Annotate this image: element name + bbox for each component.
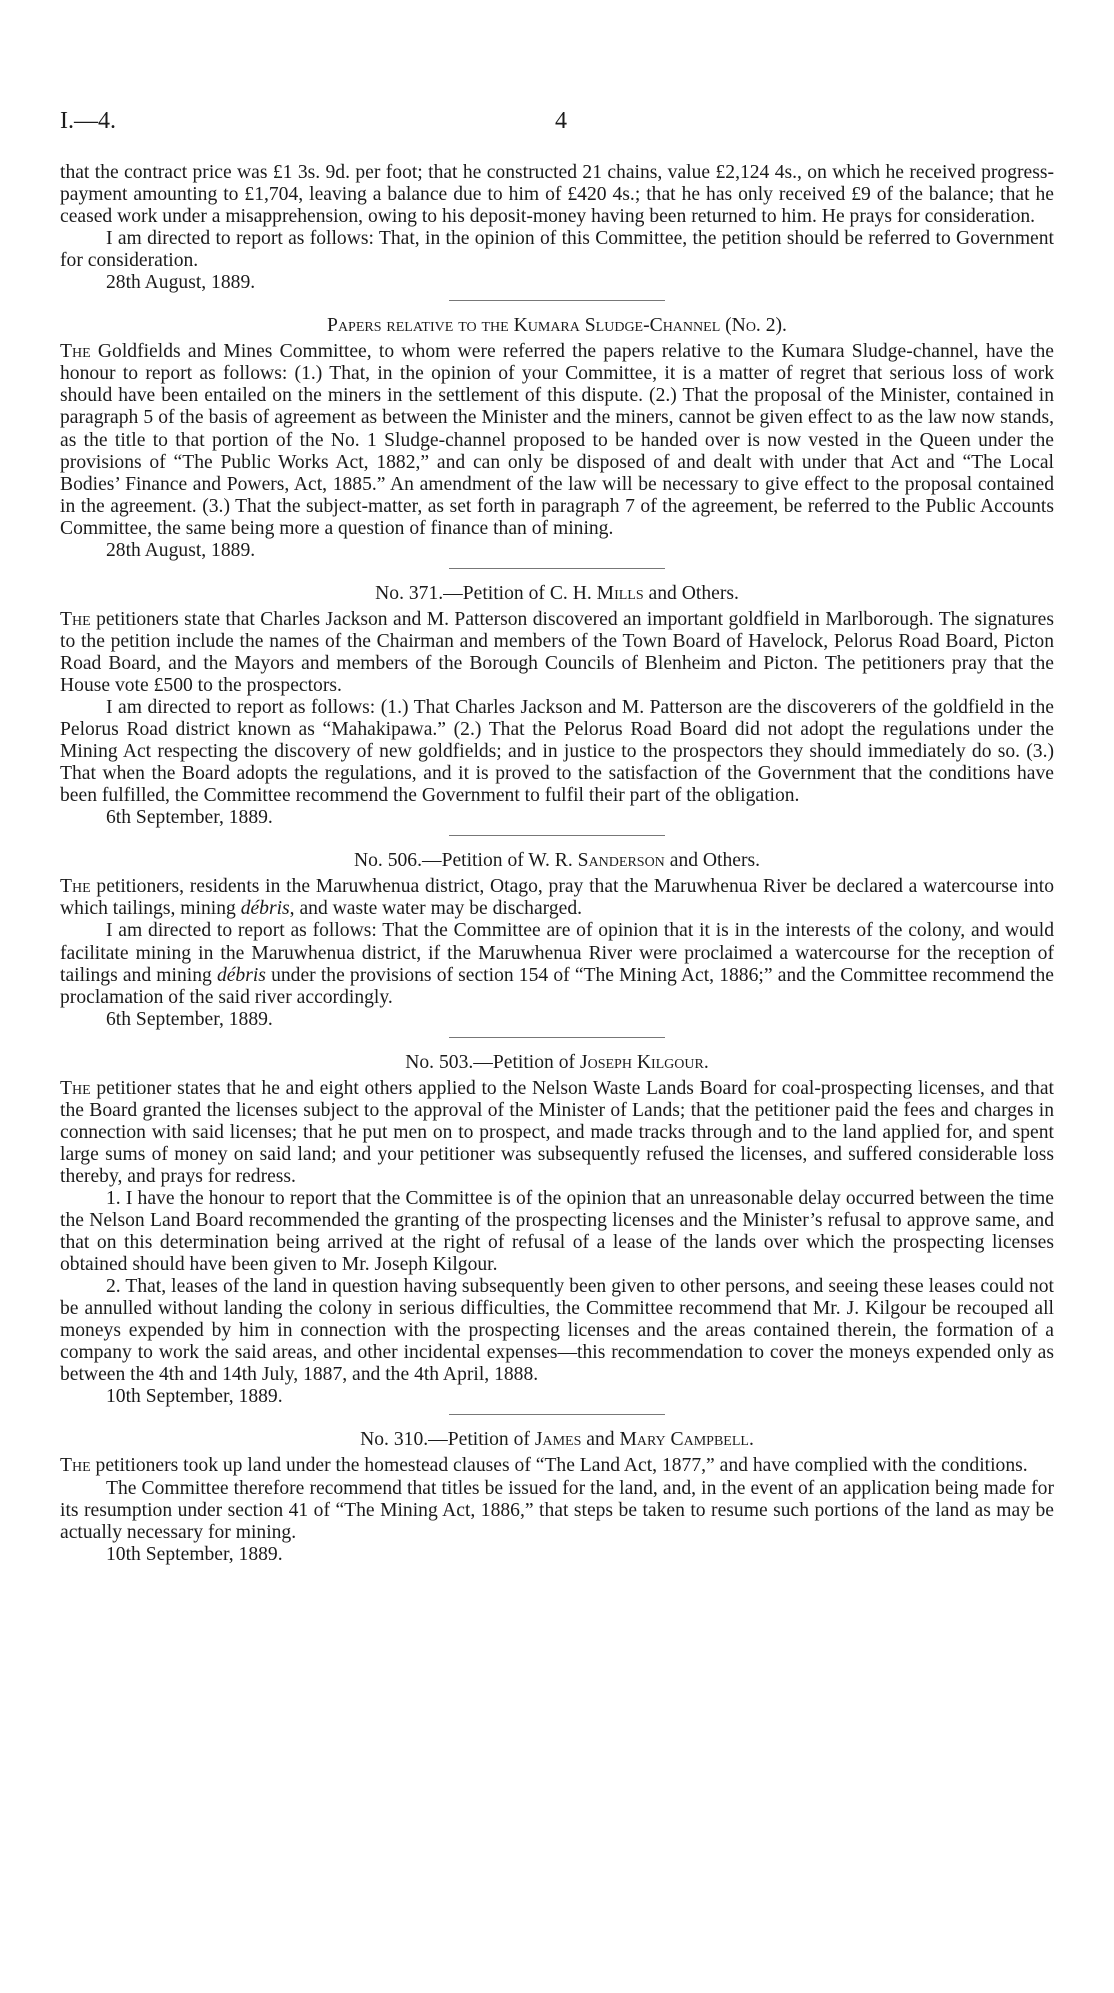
paragraph-text: I am directed to report as follows: That the Committee are of opinion that it is in the interests of the colony, and would facilitate mining in the Maruwhenua district, if the Maruwhenua River were proclaimed a watercourse for the reception of tailings and mining — [60, 920, 1054, 986]
heading-text: No. 371.—Petition of C. H. — [375, 582, 597, 604]
sludge-paragraph — [60, 341, 1054, 539]
heading-text: and — [581, 1429, 620, 1451]
opening-report-paragraph: I am directed to report as follows: That, in the opinion of this Committee, the petition should be referred to Government for consideration. — [60, 228, 1054, 272]
heading-text: No. 506.—Petition of W. R. — [353, 850, 578, 872]
mills-paragraph-text: petitioners state that Charles Jackson and M. Patterson discovered an important goldfield in Marlborough. The signatures to the petition include the names of the Chairman and members of the Town Board of Havelock, Pelorus Road Board, Picton Road Board, and the Mayors and members of the Borough Councils of Blenheim and Picton. The petitioners pray that the House vote £500 to the prospectors. — [60, 608, 1054, 696]
opening-date: 28th August, 1889. — [106, 272, 256, 294]
heading-name: Mary Campbell — [619, 1429, 749, 1451]
sanderson-heading — [60, 850, 1054, 872]
section-divider — [449, 568, 665, 569]
section-divider — [449, 300, 665, 301]
heading-text: . — [703, 1051, 709, 1073]
mills-heading — [60, 583, 1054, 605]
heading-name: Joseph Kilgour — [579, 1051, 704, 1073]
section-divider — [449, 1037, 665, 1038]
lead-word: The — [60, 341, 91, 363]
heading-text: and Others. — [664, 850, 761, 872]
heading-name: Sanderson — [577, 850, 665, 872]
paragraph-text: , and waste water may be discharged. — [289, 898, 583, 920]
document-reference: I.—4. — [60, 108, 116, 134]
heading-text: No. 503.—Petition of — [405, 1051, 580, 1073]
mills-report-paragraph: I am directed to report as follows: (1.) That Charles Jackson and M. Patterson are the discoverers of the goldfield in the Pelorus Road district known as “Mahakipawa.” (2.) That the Pelorus Road Board did not adopt the regulations under the Mining Act respecting the discovery of new goldfields; and in justice to the prospectors they should immediately do so. (3.) That when the Board adopts the regulations, and it is proved to the satisfaction of the Government that the conditions have been fulfilled, the Committee recommend the Government to fulfil their part of the obligation. — [60, 697, 1054, 807]
sludge-date: 28th August, 1889. — [106, 539, 256, 561]
campbell-paragraph — [60, 1455, 1054, 1477]
lead-word: The — [60, 1077, 91, 1099]
kilgour-heading — [60, 1052, 1054, 1074]
campbell-date: 10th September, 1889. — [106, 1543, 283, 1565]
mills-date: 6th September, 1889. — [106, 807, 273, 829]
section-divider — [449, 1414, 665, 1415]
mills-section — [60, 583, 1054, 830]
sludge-heading: Papers relative to the Kumara Sludge-Channel (No. 2). — [327, 315, 787, 337]
sludge-paragraph-text: Goldfields and Mines Committee, to whom were referred the papers relative to the Kumara Sludge-channel, have the honour to report as follows: (1.) That, in the opinion of your Committee, it is a matter of regret that serious loss of work should have been entailed on the miners in the settlement of this dispute. (2.) That the proposal of the Minister, contained in paragraph 5 of the basis of agreement as between the Minister and the miners, cannot be given effect to as the law now stands, as the title to that portion of the No. 1 Sludge-channel proposed to be handed over is now vested in the Queen under the provisions of “The Public Works Act, 1882,” and can only be disposed of and dealt with under that Act and “The Local Bodies’ Finance and Powers, Act, 1885.” An amendment of the law will be necessary to give effect to the proposal contained in the agreement. (3.) That the subject-matter, as set forth in paragraph 7 of the agreement, be referred to the Public Accounts Committee, the same being more a question of finance than of mining. — [60, 341, 1055, 539]
kilgour-paragraph — [60, 1078, 1054, 1188]
lead-word: The — [60, 1455, 91, 1477]
campbell-report-paragraph: The Committee therefore recommend that titles be issued for the land, and, in the event of an application being made for its resumption under section 41 of “The Mining Act, 1886,” that steps be taken to resume such portions of the land as may be actually necessary for mining. — [60, 1477, 1054, 1543]
italic-term: débris — [216, 964, 266, 986]
opening-paragraph: that the contract price was £1 3s. 9d. per foot; that he constructed 21 chains, value £2,124 4s., on which he received progress-payment amounting to £1,704, leaving a balance due to him of £420 4s.; that he has only received £9 of the balance; that he ceased work under a misapprehension, owing to his deposit-money having been returned to him. He prays for consideration. — [60, 162, 1054, 228]
campbell-paragraph-text: petitioners took up land under the homestead clauses of “The Land Act, 1877,” and have complied with the conditions. — [95, 1455, 1028, 1477]
paragraph-text: petitioners, residents in the Maruwhenua district, Otago, pray that the Maruwhenua River be declared a watercourse into which tailings, mining — [60, 876, 1054, 920]
page-number: 4 — [555, 108, 567, 134]
opening-section — [60, 162, 1054, 294]
mills-paragraph — [60, 609, 1054, 697]
sanderson-section — [60, 850, 1054, 1030]
campbell-section — [60, 1429, 1054, 1565]
kilgour-paragraph-text: petitioner states that he and eight others applied to the Nelson Waste Lands Board for coal-prospecting licenses, and that the Board granted the licenses subject to the approval of the Minister of Lands; that the petitioner paid the fees and charges in connection with said licenses; that he put men on to prospect, and made tracks through and to the land applied for, and spent large sums of money on said land; and your petitioner was subsequently refused the licenses, and suffered considerable loss thereby, and prays for redress. — [60, 1077, 1054, 1187]
heading-name: James — [534, 1429, 582, 1451]
lead-word: The — [60, 876, 91, 898]
lead-word: The — [60, 608, 91, 630]
kilgour-section — [60, 1052, 1054, 1409]
kilgour-report-paragraph-1: 1. I have the honour to report that the Committee is of the opinion that an unreasonable delay occurred between the time the Nelson Land Board recommended the granting of the prospecting licenses and the Minister’s refusal to approve same, and that on this determination being arrived at the right of refusal of a lease of the lands over which the prospecting licenses obtained should have been given to Mr. Joseph Kilgour. — [60, 1187, 1054, 1276]
paragraph-text: under the provisions of section 154 of “The Mining Act, 1886;” and the Committee recommend the proclamation of the said river accordingly. — [60, 964, 1054, 1008]
page-header — [60, 108, 1054, 142]
sludge-section — [60, 315, 1054, 562]
kilgour-date: 10th September, 1889. — [106, 1386, 283, 1408]
heading-name: Mills — [596, 582, 644, 604]
kilgour-report-paragraph-2: 2. That, leases of the land in question having subsequently been given to other persons, and seeing these leases could not be annulled without landing the colony in serious difficulties, the Committee recommend that Mr. J. Kilgour be recouped all moneys expended by him in connection with the prospecting licenses and the areas contained therein, the formation of a company to work the said areas, and other incidental expenses—this recommendation to cover the moneys expended only as between the 4th and 14th July, 1887, and the 4th April, 1888. — [60, 1276, 1054, 1386]
sanderson-report-paragraph — [60, 920, 1054, 1008]
page-body — [60, 162, 1054, 1566]
heading-text: and Others. — [643, 582, 739, 604]
campbell-heading — [60, 1429, 1054, 1451]
sanderson-date: 6th September, 1889. — [106, 1008, 273, 1030]
heading-text: . — [748, 1429, 754, 1451]
sanderson-paragraph — [60, 876, 1054, 920]
italic-term: débris — [240, 898, 290, 920]
heading-text: No. 310.—Petition of — [360, 1429, 535, 1451]
section-divider — [449, 835, 665, 836]
